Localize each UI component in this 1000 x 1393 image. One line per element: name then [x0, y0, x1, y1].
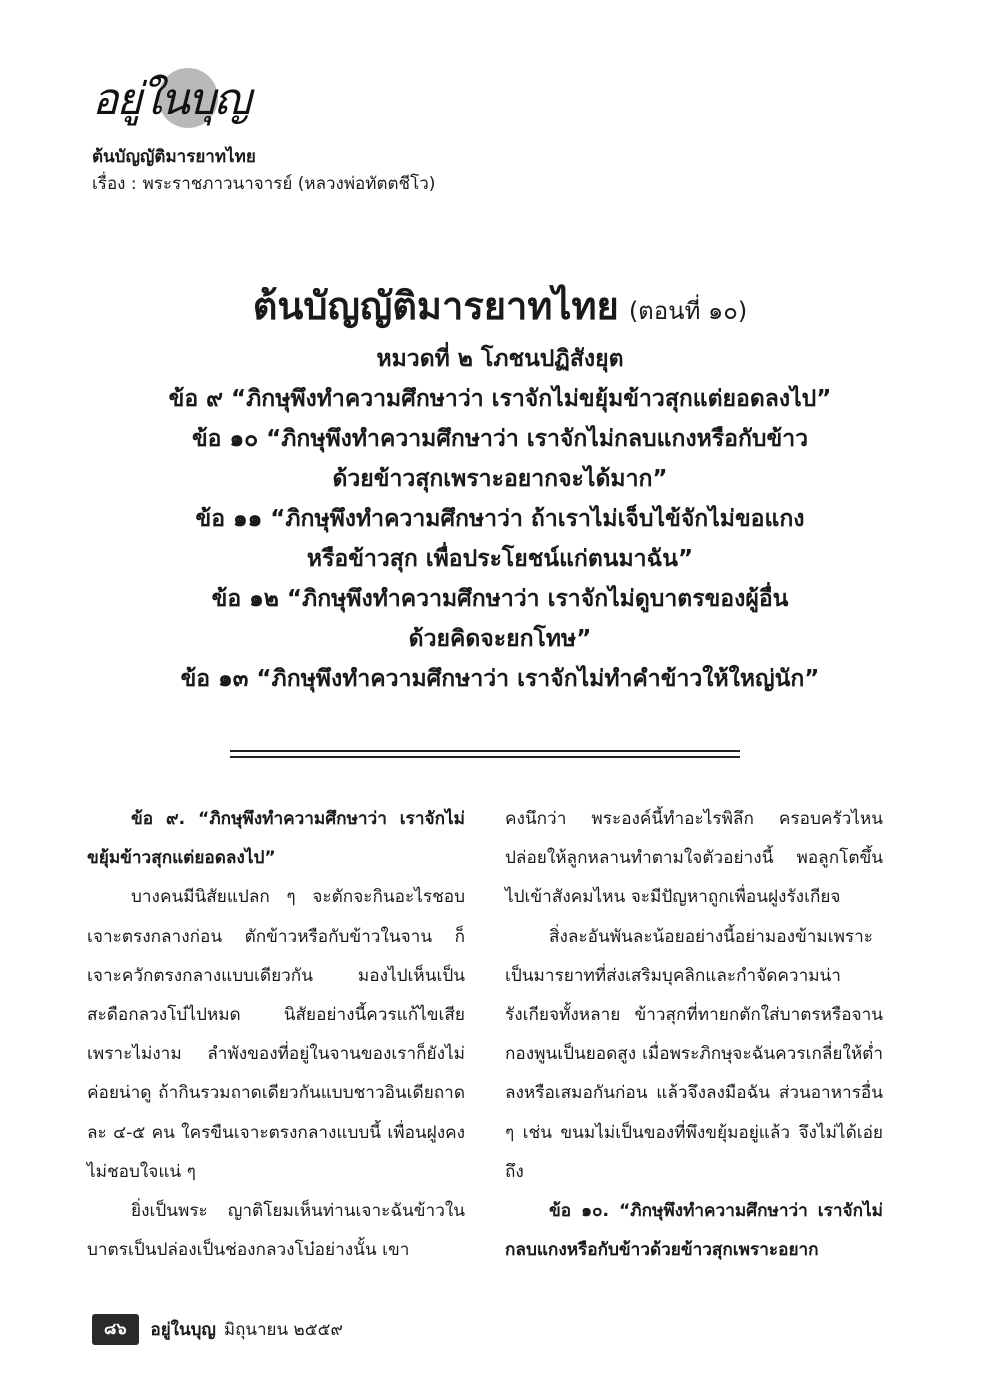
page-number: ๘๖ [92, 1314, 139, 1345]
story-label: เรื่อง : [92, 174, 137, 194]
double-rule-divider [230, 750, 740, 758]
footer-issue-date: มิถุนายน ๒๕๕๙ [223, 1319, 343, 1340]
heading-line: ข้อ ๙ “ภิกษุพึงทำความศึกษาว่า เราจักไม่ขยุ้มข้าวสุกแต่ยอดลงไป” [168, 386, 832, 412]
heading-line: ด้วยคิดจะยกโทษ” [408, 626, 592, 652]
article-title: ต้นบัญญัติมารยาทไทย [252, 284, 619, 328]
magazine-logo [92, 62, 250, 125]
clause-heading: ข้อ ๙. “ภิกษุพึงทำความศึกษาว่า เราจักไม่ขยุ้มข้าวสุกแต่ยอดลงไป” [87, 809, 465, 869]
page-footer [92, 1314, 343, 1344]
heading-line: ด้วยข้าวสุกเพราะอยากจะได้มาก” [332, 466, 668, 492]
heading-line: หรือข้าวสุก เพื่อประโยชน์แก่ตนมาฉัน” [306, 546, 694, 572]
story-byline [92, 170, 435, 197]
clause-heading: ข้อ ๑๐. “ภิกษุพึงทำความศึกษาว่า เราจักไม่กลบแกงหรือกับข้าวด้วยข้าวสุกเพราะอยาก [505, 1201, 883, 1261]
body-paragraph: บางคนมีนิสัยแปลก ๆ จะตักจะกินอะไรชอบเจาะตรงกลางก่อน ตักข้าวหรือกับข้าวในจาน ก็เจาะควักตรงกลางแบบเดียวกัน มองไปเห็นเป็นสะดือกลวงโบ๋ไปหมด นิสัยอย่างนี้ควรแก้ไขเสียเพราะไม่งาม ลำพังของที่อยู่ในจานของเราก็ยังไม่ค่อยน่าดู ถ้ากินรวมถาดเดียวกันแบบชาวอินเดียถาดละ ๔-๕ คน ใครขืนเจาะตรงกลางแบบนี้ เพื่อนฝูงคงไม่ชอบใจแน่ ๆ [87, 887, 465, 1182]
logo-text: อยู่ในบุญ [92, 74, 250, 125]
heading-line: ข้อ ๑๐ “ภิกษุพึงทำความศึกษาว่า เราจักไม่กลบแกงหรือกับข้าว [191, 426, 809, 452]
article-subtitle: (ตอนที่ ๑๐) [628, 297, 748, 325]
body-paragraph: คงนึกว่า พระองค์นี้ทำอะไรพิลึก ครอบครัวไหนปล่อยให้ลูกหลานทำตามใจตัวอย่างนี้ พอลูกโตขึ้นไปเข้าสังคมไหน จะมีปัญหาถูกเพื่อนฝูงรังเกียจ [505, 809, 883, 908]
series-title: ต้นบัญญัติมารยาทไทย [92, 147, 256, 167]
body-paragraph: สิ่งละอันพันละน้อยอย่างนี้อย่ามองข้ามเพราะเป็นมารยาทที่ส่งเสริมบุคลิกและกำจัดความน่ารังเกียจทั้งหลาย ข้าวสุกที่ทายกตักใส่บาตรหรือจานกองพูนเป็นยอดสูง เมื่อพระภิกษุจะฉันควรเกลี่ยให้ต่ำลงหรือเสมอกันก่อน แล้วจึงลงมือฉัน ส่วนอาหารอื่น ๆ เช่น ขนมไม่เป็นของที่พึงขยุ้มอยู่แล้ว จึงไม่ได้เอ่ยถึง [505, 926, 883, 1182]
heading-line: ข้อ ๑๓ “ภิกษุพึงทำความศึกษาว่า เราจักไม่ทำคำข้าวให้ใหญ่นัก” [180, 666, 820, 692]
story-author: พระราชภาวนาจารย์ (หลวงพ่อทัตตชีโว) [142, 174, 436, 194]
heading-line: ข้อ ๑๒ “ภิกษุพึงทำความศึกษาว่า เราจักไม่ดูบาตรของผู้อื่น [211, 586, 789, 612]
article-heading [60, 278, 940, 699]
body-column-left [87, 800, 465, 1270]
article-title-line [60, 278, 940, 339]
body-paragraph: ยิ่งเป็นพระ ญาติโยมเห็นท่านเจาะฉันข้าวในบาตรเป็นปล่องเป็นช่องกลวงโบ๋อย่างนั้น เขา [87, 1201, 465, 1261]
heading-line: หมวดที่ ๒ โภชนปฏิสังยุต [376, 346, 624, 372]
body-column-right [505, 800, 883, 1270]
footer-magazine-name: อยู่ในบุญ [150, 1319, 216, 1340]
heading-line: ข้อ ๑๑ “ภิกษุพึงทำความศึกษาว่า ถ้าเราไม่เจ็บไข้จักไม่ขอแกง [195, 506, 805, 532]
